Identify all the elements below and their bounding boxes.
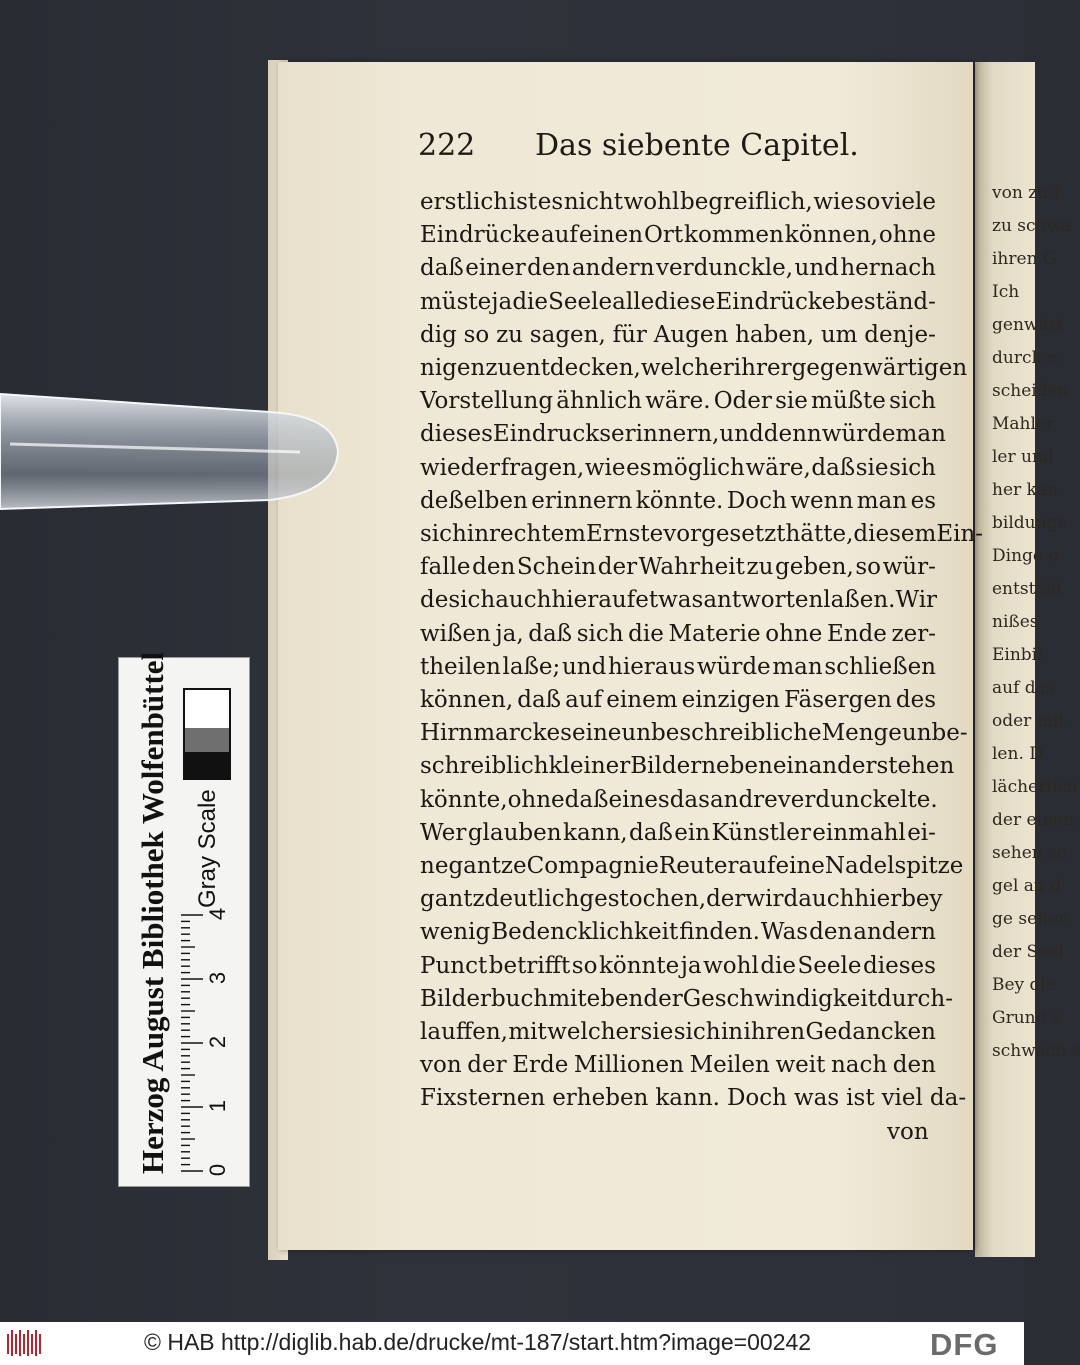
text-word: auch: [798, 886, 855, 913]
text-word: ist: [508, 189, 538, 215]
next-page-line: oder mit: [992, 711, 1066, 731]
text-word: alle: [612, 288, 655, 315]
swatch-black: [183, 752, 231, 780]
gray-scale-text: Gray Scale: [194, 789, 221, 908]
text-line: [420, 586, 936, 614]
next-page-line: schwach s: [992, 1041, 1080, 1061]
text-word: kann,: [563, 819, 628, 846]
next-page-line: scheiden: [992, 381, 1069, 401]
text-word: diesem: [853, 521, 937, 547]
chapter-title: Das siebente Capitel.: [535, 128, 859, 163]
text-word: man: [895, 421, 946, 448]
ruler-number: 3: [205, 971, 230, 985]
text-word: Bilder: [630, 753, 702, 780]
text-word: gantze: [448, 853, 527, 879]
next-page-line: bildungs: [992, 513, 1067, 533]
text-word: gegenwärtigen: [791, 355, 968, 381]
text-word: eine: [571, 720, 622, 747]
text-word: erinnern,: [611, 421, 720, 448]
text-line: [420, 852, 964, 880]
text-word: sich: [448, 587, 496, 614]
text-word: Augen: [653, 321, 729, 348]
text-word: Fäsergen: [784, 687, 892, 713]
text-line: [420, 885, 943, 913]
text-word: Gedancken: [805, 1019, 936, 1045]
text-word: Punct: [420, 952, 488, 979]
text-word: würde: [821, 421, 896, 448]
text-word: de: [420, 587, 449, 614]
text-word: laßen.: [823, 587, 896, 614]
text-line: [420, 686, 936, 714]
text-word: einander: [772, 753, 877, 780]
text-word: Meilen: [689, 1052, 770, 1079]
text-word: Eindrucks: [492, 421, 612, 448]
text-line: [420, 752, 955, 780]
next-page-line: sehen so: [992, 843, 1068, 863]
text-line: [420, 454, 936, 482]
text-word: ihren: [743, 1019, 806, 1045]
page-clip: [0, 394, 340, 509]
next-page-line: Dinge o: [992, 546, 1059, 566]
dfg-logo: DFG: [930, 1327, 999, 1362]
text-line: [420, 1084, 967, 1112]
text-word: rechtem: [489, 521, 586, 547]
text-line: [420, 188, 936, 216]
text-word: den: [892, 1052, 936, 1079]
text-word: könnte: [598, 952, 680, 979]
text-word: andern: [571, 255, 655, 282]
text-line: [420, 553, 936, 581]
text-word: nach: [830, 1052, 888, 1079]
text-word: Seele: [797, 952, 862, 979]
text-line: [420, 420, 946, 448]
text-word: erheben: [552, 1085, 649, 1112]
ruler-number: 1: [205, 1099, 230, 1113]
next-page-line: len. D: [992, 744, 1043, 764]
text-word: der: [597, 554, 638, 581]
text-word: auch: [495, 587, 552, 614]
text-word: andre: [709, 786, 778, 813]
text-word: man: [856, 487, 908, 514]
text-word: Künstler: [711, 819, 811, 846]
next-page-line: auf das: [992, 678, 1055, 698]
text-word: ja: [491, 288, 513, 315]
text-word: hieraus: [608, 653, 696, 680]
text-word: sich: [420, 521, 467, 547]
text-word: deutlich: [484, 886, 580, 913]
text-line: [420, 1018, 936, 1046]
text-word: sich: [889, 454, 936, 481]
next-page-line: lächerlich: [992, 777, 1078, 797]
text-word: ohne: [765, 620, 823, 647]
text-word: gestochen,: [579, 886, 707, 913]
text-word: in: [466, 521, 490, 547]
text-word: einzigen: [681, 687, 780, 713]
text-word: denje-: [864, 321, 936, 348]
page-number: 222: [418, 128, 476, 163]
text-word: hierbey: [854, 886, 943, 913]
text-word: kann.: [655, 1085, 720, 1112]
text-word: das: [669, 786, 710, 813]
text-word: etwas: [635, 587, 704, 614]
text-word: unbe-: [901, 720, 968, 747]
text-word: nicht: [563, 189, 623, 215]
text-word: so: [855, 554, 882, 581]
ruler-number: 4: [205, 907, 230, 921]
next-page-line: gel an d: [992, 876, 1062, 896]
text-word: Eindrücke: [715, 288, 836, 315]
text-word: was: [793, 1085, 840, 1112]
text-word: betrifft: [488, 952, 571, 979]
text-word: schreiblich: [420, 753, 549, 780]
text-word: haben,: [735, 321, 815, 348]
next-page-line: ler und: [992, 447, 1054, 467]
text-line: [420, 254, 936, 282]
text-word: da-: [929, 1085, 967, 1112]
text-word: die: [760, 952, 797, 979]
swatch-gray: [183, 728, 231, 752]
institution-label: [127, 651, 175, 1186]
text-word: Bedencklichkeit: [491, 919, 679, 946]
text-word: für: [612, 321, 647, 348]
text-word: nigen: [420, 355, 486, 381]
text-word: können,: [420, 687, 514, 713]
text-word: um: [820, 321, 858, 348]
text-word: es: [910, 487, 936, 514]
next-page-line: ihren G: [992, 249, 1057, 269]
text-word: den: [809, 919, 853, 946]
text-word: wird: [745, 886, 799, 913]
text-word: Menge: [821, 720, 902, 747]
text-word: ja: [680, 952, 702, 979]
text-word: Was: [760, 919, 809, 946]
next-page-line: von zu f: [992, 183, 1060, 203]
text-word: theilen: [420, 653, 501, 680]
text-line: [420, 719, 968, 747]
text-word: Eindrücke: [420, 222, 540, 249]
text-word: man: [772, 653, 823, 680]
text-word: sie: [775, 388, 808, 415]
text-word: neben: [701, 753, 773, 780]
text-word: Oder: [713, 388, 772, 415]
text-word: dieses: [420, 421, 493, 448]
text-word: wenig: [420, 919, 491, 946]
text-word: kommen: [684, 222, 784, 249]
text-word: so: [463, 321, 490, 348]
text-word: zu: [485, 355, 513, 381]
text-word: Nadelspitze: [824, 853, 964, 879]
text-word: einmahl: [812, 819, 906, 846]
text-word: begreiflich,: [679, 189, 813, 215]
text-word: müßte: [811, 388, 886, 415]
text-word: müste: [420, 288, 492, 315]
text-line: [420, 487, 936, 515]
next-page-line: nißes: [992, 612, 1039, 632]
text-word: einer: [465, 255, 526, 282]
next-page-line: Grund s: [992, 1008, 1061, 1028]
text-word: Geschwindigkeit: [682, 985, 878, 1012]
text-word: eine: [775, 853, 825, 879]
text-word: Ort: [644, 222, 684, 249]
next-page-line: zu schwa: [992, 216, 1072, 236]
text-word: Fixsternen: [420, 1085, 546, 1112]
text-line: [420, 620, 936, 648]
next-page-line: durch e: [992, 348, 1058, 368]
text-word: der: [467, 1052, 507, 1079]
text-line: [420, 387, 936, 415]
text-word: daß: [517, 687, 562, 713]
text-line: [420, 221, 936, 249]
text-word: auf: [738, 853, 776, 879]
text-word: Seele: [548, 288, 613, 315]
text-word: wenn: [790, 487, 854, 514]
text-word: sie: [640, 1019, 674, 1045]
text-word: sich: [889, 388, 936, 415]
text-word: daß: [528, 620, 573, 647]
text-word: sie: [855, 454, 889, 481]
text-word: sich: [673, 1019, 721, 1045]
text-word: glauben: [467, 819, 562, 846]
text-word: dig: [420, 321, 457, 348]
text-word: hernach: [840, 255, 936, 282]
text-word: Ein-: [936, 521, 984, 547]
text-word: wäre.: [645, 388, 711, 415]
text-word: Doch: [726, 1085, 787, 1112]
text-word: wie: [813, 189, 855, 215]
text-word: auf: [565, 687, 603, 713]
text-word: Wahrheit: [638, 554, 745, 581]
text-word: es: [626, 454, 652, 481]
text-word: daß: [420, 255, 464, 282]
next-page-line: entsteht: [992, 579, 1064, 599]
text-word: viele: [881, 189, 936, 215]
text-line: [420, 520, 984, 548]
text-word: den: [527, 255, 571, 282]
text-word: ist: [846, 1085, 875, 1112]
text-word: daß: [629, 819, 673, 846]
text-word: hätte,: [785, 521, 854, 547]
text-line: [420, 918, 936, 946]
text-word: so: [854, 189, 881, 215]
text-word: Millionen: [573, 1052, 684, 1079]
text-word: beständ-: [835, 288, 936, 315]
text-word: ja,: [495, 620, 524, 647]
text-word: zu: [496, 321, 523, 348]
next-page-line: genwärt: [992, 315, 1064, 335]
institution-name: Herzog August Bibliothek Wolfenbüttel: [135, 651, 170, 1174]
text-word: Bilderbuch: [420, 985, 549, 1012]
text-word: in: [720, 1019, 744, 1045]
text-word: schließen: [824, 653, 936, 680]
text-word: weit: [775, 1052, 826, 1079]
text-word: Wir: [895, 587, 938, 614]
text-word: durch-: [877, 985, 954, 1012]
text-word: Compagnie: [526, 853, 659, 879]
footer-bar: [0, 1322, 1024, 1365]
text-word: welcher: [640, 355, 734, 381]
next-page-line: ge sehen: [992, 909, 1070, 929]
text-word: wißen: [420, 620, 491, 647]
text-word: so: [571, 952, 598, 979]
text-word: sich: [576, 620, 624, 647]
text-word: andern: [853, 919, 936, 946]
text-word: möglich: [652, 454, 745, 481]
text-word: wie: [584, 454, 626, 481]
text-word: wieder: [420, 454, 500, 481]
next-page-line: der einen: [992, 810, 1074, 830]
text-word: könnte.: [635, 487, 724, 514]
text-word: erinnern: [531, 487, 633, 514]
swatch-white: [183, 688, 231, 732]
text-word: fragen,: [500, 454, 585, 481]
text-word: und: [794, 255, 839, 282]
text-word: laße;: [502, 653, 561, 680]
text-word: ne: [420, 853, 449, 879]
text-word: Erde: [512, 1052, 569, 1079]
text-word: hierauf: [551, 587, 636, 614]
text-word: eines: [608, 786, 670, 813]
text-word: entdecken,: [512, 355, 641, 381]
text-word: ohne: [507, 786, 565, 813]
text-word: denn: [763, 421, 822, 448]
text-word: zu: [746, 554, 774, 581]
text-line: [420, 985, 954, 1013]
text-word: zer-: [891, 620, 936, 647]
text-word: geben,: [774, 554, 854, 581]
text-word: Ende: [826, 620, 887, 647]
next-page-line: der Seel: [992, 942, 1064, 962]
text-word: vorgesetzt: [663, 521, 786, 547]
text-word: kleiner: [548, 753, 631, 780]
text-word: Reuter: [658, 853, 739, 879]
text-word: ähnlich: [556, 388, 642, 415]
next-page-line: Einbil: [992, 645, 1043, 665]
text-word: antworten: [703, 587, 824, 614]
text-word: Wer: [420, 819, 467, 846]
text-word: diese: [654, 288, 716, 315]
text-word: Vorstellung: [420, 388, 554, 415]
next-page-line: her kan: [992, 480, 1058, 500]
text-word: ein: [674, 819, 711, 846]
text-word: es: [537, 189, 564, 215]
text-word: die: [512, 288, 549, 315]
text-word: viel: [881, 1085, 923, 1112]
text-word: auf: [540, 222, 578, 249]
text-word: lauffen,: [420, 1019, 508, 1045]
text-word: erstlich: [420, 189, 509, 215]
text-word: und: [561, 653, 607, 680]
text-word: von: [420, 1052, 462, 1079]
text-word: daß: [564, 786, 609, 813]
text-word: wür-: [882, 554, 936, 581]
text-word: mit: [548, 985, 587, 1012]
text-line: [420, 1051, 936, 1079]
text-word: einen: [578, 222, 644, 249]
ruler-number: 0: [205, 1163, 230, 1177]
text-word: dieses: [863, 952, 936, 979]
hab-barcode-logo: [6, 1328, 46, 1358]
text-word: mit: [508, 1019, 547, 1045]
text-word: wohl: [703, 952, 759, 979]
text-word: des: [895, 687, 936, 713]
text-line: [420, 653, 936, 681]
text-word: deßelben: [420, 487, 528, 514]
text-line: [420, 819, 936, 847]
text-word: gantz: [420, 886, 485, 913]
text-word: und: [719, 421, 764, 448]
text-word: der: [643, 985, 683, 1012]
text-word: verdunckle,: [655, 255, 794, 282]
text-word: einem: [606, 687, 678, 713]
text-word: könnte,: [420, 786, 508, 813]
text-line: [420, 288, 936, 316]
gray-scale-target: [118, 651, 250, 1187]
text-word: ei-: [907, 819, 936, 846]
text-word: wäre,: [745, 454, 811, 481]
text-line: [420, 786, 936, 814]
text-line: [420, 321, 936, 349]
text-word: sagen,: [529, 321, 606, 348]
text-word: den: [472, 554, 516, 581]
text-word: eben: [586, 985, 644, 1012]
text-word: würde: [696, 653, 771, 680]
ruler: [175, 888, 235, 1183]
text-word: Doch: [726, 487, 787, 514]
text-word: unbeschreibliche: [621, 720, 822, 747]
text-word: finden.: [679, 919, 760, 946]
next-page-line: Bey die: [992, 975, 1056, 995]
text-word: ihrer: [733, 355, 792, 381]
text-word: stehen: [876, 753, 955, 780]
text-word: Schein: [516, 554, 597, 581]
text-word: ohne: [878, 222, 936, 249]
text-line: [420, 354, 968, 382]
text-word: die: [628, 620, 664, 647]
ruler-number: 2: [205, 1035, 230, 1049]
text-word: Ernste: [586, 521, 664, 547]
next-page-line: Ich: [992, 282, 1020, 302]
text-word: Hirnmarckes: [420, 720, 572, 747]
catchword: von: [887, 1119, 929, 1145]
text-word: Materie: [668, 620, 761, 647]
copyright-link[interactable]: © HAB http://diglib.hab.de/drucke/mt-187/start.htm?image=00242: [144, 1329, 812, 1355]
text-word: welcher: [547, 1019, 641, 1045]
text-word: daß: [811, 454, 856, 481]
text-word: wohl: [623, 189, 680, 215]
text-word: verdunckelte.: [777, 786, 938, 813]
text-line: [420, 952, 936, 980]
text-word: der: [706, 886, 746, 913]
text-word: falle: [420, 554, 471, 581]
text-word: können,: [784, 222, 878, 249]
next-page-line: Mahler: [992, 414, 1055, 434]
